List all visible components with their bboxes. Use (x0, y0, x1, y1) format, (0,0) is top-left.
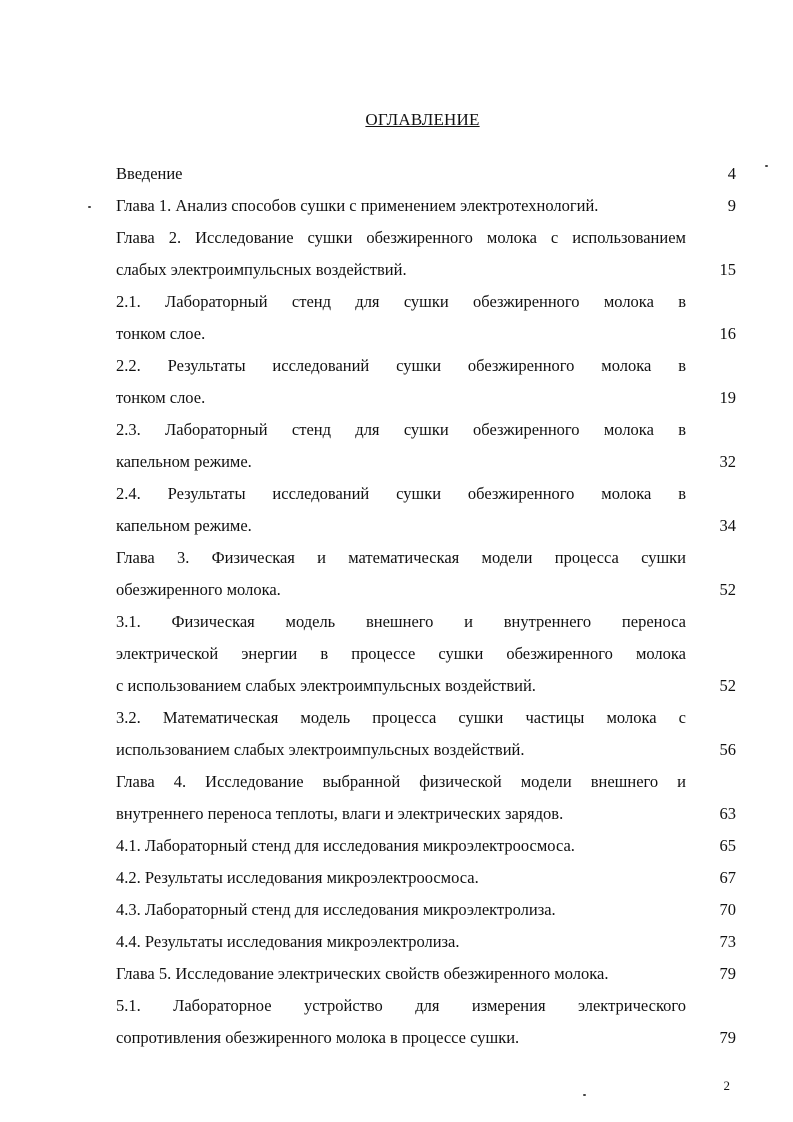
toc-entry-text: слабых электроимпульсных воздействий. (116, 260, 407, 279)
toc-entry-line (116, 254, 736, 286)
toc-entry (116, 830, 736, 862)
toc-entry-text: 2.2. Результаты исследований сушки обезжиренного молока в (116, 356, 686, 375)
toc-entry (116, 350, 736, 414)
toc-entry-line (116, 222, 736, 254)
toc-entry-line (116, 478, 736, 510)
toc-entry-text: Глава 2. Исследование сушки обезжиренного молока с использованием (116, 228, 686, 247)
toc-entry-text: 3.2. Математическая модель процесса сушки частицы молока с (116, 708, 686, 727)
toc-entry-line (116, 158, 736, 190)
toc-heading: ОГЛАВЛЕНИЕ (365, 110, 480, 129)
toc-entry-text: 5.1. Лабораторное устройство для измерения электрического (116, 996, 686, 1015)
toc-entry-text: с использованием слабых электроимпульсных воздействий. (116, 676, 536, 695)
toc-entry-line (116, 510, 736, 542)
toc-entry-text: Глава 3. Физическая и математическая модели процесса сушки (116, 548, 686, 567)
scan-speck (583, 1094, 586, 1096)
toc-entry-line (116, 702, 736, 734)
toc-entry-page: 34 (719, 516, 736, 535)
toc-entry-text: 2.3. Лабораторный стенд для сушки обезжиренного молока в (116, 420, 686, 439)
toc-entry (116, 702, 736, 766)
toc-entry-text: использованием слабых электроимпульсных воздействий. (116, 740, 525, 759)
toc-entry-line (116, 670, 736, 702)
toc-entry-page: 52 (719, 676, 736, 695)
scan-speck (88, 206, 91, 208)
table-of-contents (116, 158, 736, 1054)
toc-entry-line (116, 830, 736, 862)
toc-entry-text: Глава 1. Анализ способов сушки с применением электротехнологий. (116, 196, 599, 215)
toc-entry-text: Глава 5. Исследование электрических свойств обезжиренного молока. (116, 964, 609, 983)
toc-entry-page: 15 (719, 260, 736, 279)
toc-entry-line (116, 286, 736, 318)
toc-entry-line (116, 574, 736, 606)
toc-entry-text: капельном режиме. (116, 452, 252, 471)
toc-entry-page: 67 (719, 868, 736, 887)
toc-entry-text: 4.2. Результаты исследования микроэлектроосмоса. (116, 868, 479, 887)
toc-entry-line (116, 894, 736, 926)
toc-entry-page: 70 (719, 900, 736, 919)
toc-entry (116, 158, 736, 190)
toc-entry (116, 286, 736, 350)
toc-entry-text: внутреннего переноса теплоты, влаги и электрических зарядов. (116, 804, 564, 823)
toc-entry (116, 478, 736, 542)
toc-entry-line (116, 766, 736, 798)
toc-entry-line (116, 862, 736, 894)
toc-entry-page: 9 (727, 196, 736, 215)
toc-entry-line (116, 990, 736, 1022)
scan-speck (765, 165, 768, 167)
toc-entry-line (116, 414, 736, 446)
toc-entry (116, 862, 736, 894)
toc-entry-page: 79 (719, 1028, 736, 1047)
toc-entry-line (116, 638, 736, 670)
toc-entry-text: 2.4. Результаты исследований сушки обезжиренного молока в (116, 484, 686, 503)
toc-entry-line (116, 1022, 736, 1054)
toc-entry-line (116, 446, 736, 478)
toc-entry-text: 4.1. Лабораторный стенд для исследования микроэлектроосмоса. (116, 836, 575, 855)
toc-entry-line (116, 734, 736, 766)
toc-entry-page: 73 (719, 932, 736, 951)
toc-entry-page: 65 (719, 836, 736, 855)
toc-entry-line (116, 926, 736, 958)
toc-entry (116, 606, 736, 702)
toc-entry-text: 4.3. Лабораторный стенд для исследования микроэлектролиза. (116, 900, 556, 919)
toc-entry-line (116, 958, 736, 990)
toc-entry-page: 79 (719, 964, 736, 983)
toc-entry-text: 3.1. Физическая модель внешнего и внутреннего переноса (116, 612, 686, 631)
toc-entry (116, 894, 736, 926)
toc-entry (116, 542, 736, 606)
toc-entry-line (116, 606, 736, 638)
toc-entry-text: электрической энергии в процессе сушки обезжиренного молока (116, 644, 686, 663)
toc-entry-text: 2.1. Лабораторный стенд для сушки обезжиренного молока в (116, 292, 686, 311)
toc-entry-text: тонком слое. (116, 388, 206, 407)
toc-entry-page: 16 (719, 324, 736, 343)
toc-entry (116, 222, 736, 286)
toc-entry-line (116, 350, 736, 382)
page-number: 2 (723, 1078, 730, 1093)
toc-entry (116, 414, 736, 478)
toc-entry-page: 32 (719, 452, 736, 471)
toc-entry-text: Введение (116, 164, 183, 183)
toc-entry (116, 990, 736, 1054)
toc-entry-text: обезжиренного молока. (116, 580, 281, 599)
toc-entry-line (116, 190, 736, 222)
toc-entry-line (116, 542, 736, 574)
toc-entry-text: 4.4. Результаты исследования микроэлектролиза. (116, 932, 460, 951)
toc-entry-text: сопротивления обезжиренного молока в процессе сушки. (116, 1028, 520, 1047)
toc-entry (116, 766, 736, 830)
toc-entry-text: Глава 4. Исследование выбранной физической модели внешнего и (116, 772, 686, 791)
toc-entry-page: 63 (719, 804, 736, 823)
toc-entry-page: 56 (719, 740, 736, 759)
toc-entry-line (116, 382, 736, 414)
toc-entry-text: тонком слое. (116, 324, 206, 343)
toc-entry-page: 4 (727, 164, 736, 183)
toc-entry (116, 926, 736, 958)
toc-entry-page: 19 (719, 388, 736, 407)
toc-entry-page: 52 (719, 580, 736, 599)
toc-entry-text: капельном режиме. (116, 516, 252, 535)
toc-entry (116, 190, 736, 222)
toc-entry-line (116, 798, 736, 830)
toc-entry (116, 958, 736, 990)
toc-entry-line (116, 318, 736, 350)
